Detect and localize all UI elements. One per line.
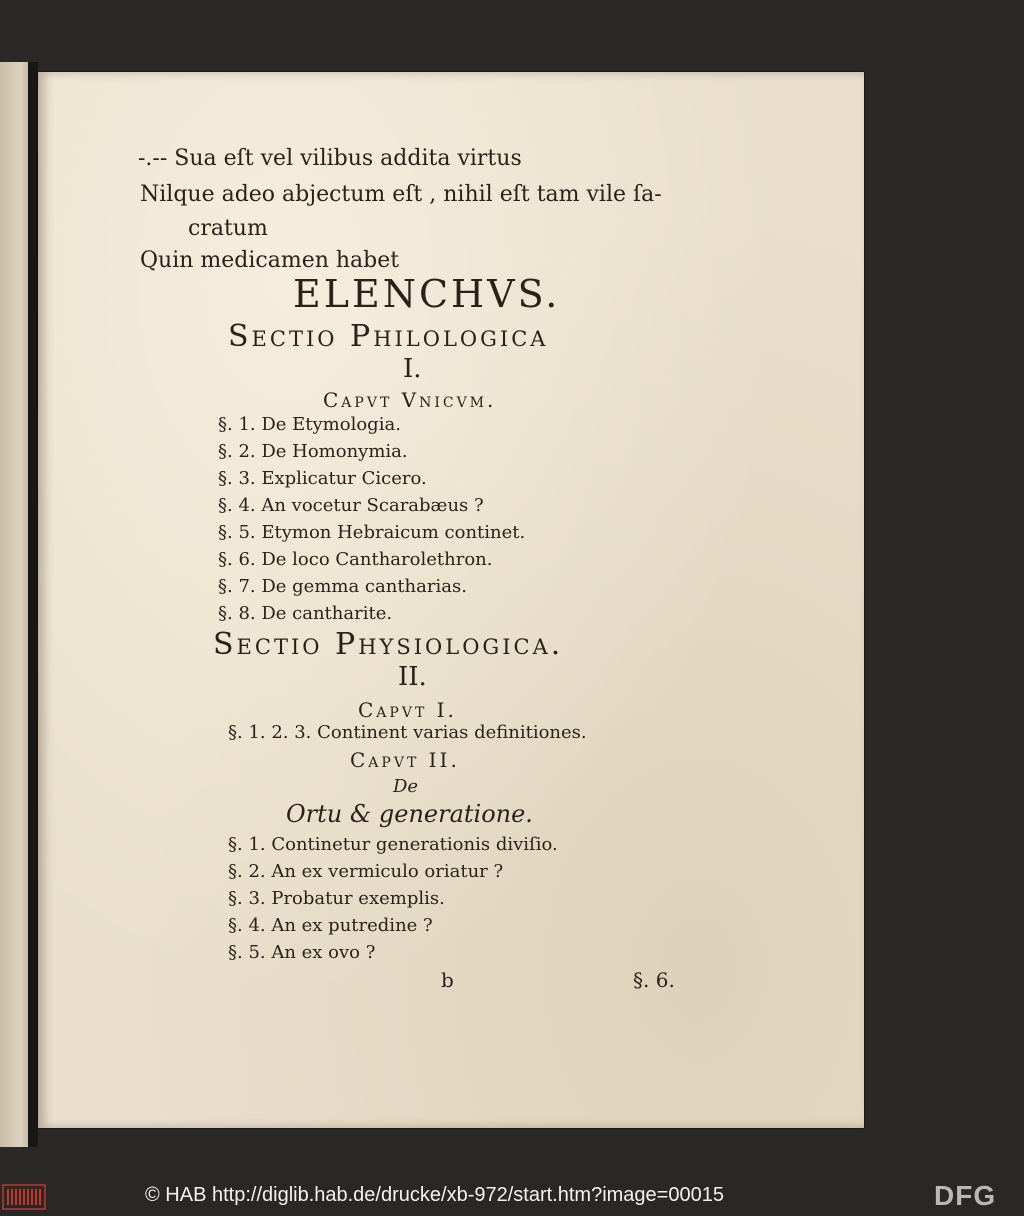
section-1-number: I.: [403, 354, 422, 384]
section-1-entry: §. 6. De loco Cantharolethron.: [218, 549, 493, 570]
section-2-title: Sectio Physiologica.: [213, 627, 564, 662]
section-1-entry: §. 1. De Etymologia.: [218, 414, 401, 435]
section-2-entry: §. 5. An ex ovo ?: [228, 942, 376, 963]
section-1-entry: §. 7. De gemma cantharias.: [218, 576, 467, 597]
book-page: [38, 72, 864, 1128]
section-2-entry: §. 2. An ex vermiculo oriatur ?: [228, 861, 504, 882]
section-2-caput-1: Capvt I.: [358, 698, 457, 722]
page-content: [38, 72, 864, 1128]
section-2-number: II.: [398, 662, 427, 692]
section-1-entry: §. 2. De Homonymia.: [218, 441, 408, 462]
section-2-entry: §. 1. Continetur generationis diviſio.: [228, 834, 558, 855]
section-2-entry: §. 4. An ex putredine ?: [228, 915, 433, 936]
gutter-shadow: [28, 62, 38, 1147]
section-1-entry: §. 3. Explicatur Cicero.: [218, 468, 427, 489]
section-1-entry: §. 8. De cantharite.: [218, 603, 393, 624]
section-1-entry: §. 5. Etymon Hebraicum continet.: [218, 522, 526, 543]
copyright-link[interactable]: © HAB http://diglib.hab.de/drucke/xb-972/start.htm?image=00015: [145, 1184, 724, 1206]
signature-mark: b: [441, 968, 454, 992]
verse-line-2: Nilque adeo abjectum eſt , nihil eſt tam vile ſa-: [140, 182, 662, 207]
section-2-caput-1-entry: §. 1. 2. 3. Continent varias definitiones.: [228, 722, 587, 743]
section-1-title: Sectio Philologica: [228, 319, 549, 354]
dfg-logo[interactable]: DFG: [934, 1180, 997, 1211]
catchword: §. 6.: [633, 968, 675, 992]
verse-line-4: Quin medicamen habet: [140, 248, 400, 273]
verse-line-3: cratum: [188, 216, 268, 241]
section-1-caput: Capvt Vnicvm.: [323, 388, 497, 412]
footer-bar: [0, 1176, 1024, 1216]
section-1-entry: §. 4. An vocetur Scarabæus ?: [218, 495, 484, 516]
section-2-entry: §. 3. Probatur exemplis.: [228, 888, 445, 909]
hab-logo-icon[interactable]: [2, 1182, 46, 1212]
section-2-de: De: [393, 776, 419, 797]
page-title: ELENCHVS.: [293, 272, 561, 316]
section-2-subtitle: Ortu & generatione.: [286, 800, 533, 828]
verse-line-1: -.-- Sua eſt vel vilibus addita virtus: [138, 146, 522, 171]
section-2-caput-2: Capvt II.: [350, 748, 460, 772]
